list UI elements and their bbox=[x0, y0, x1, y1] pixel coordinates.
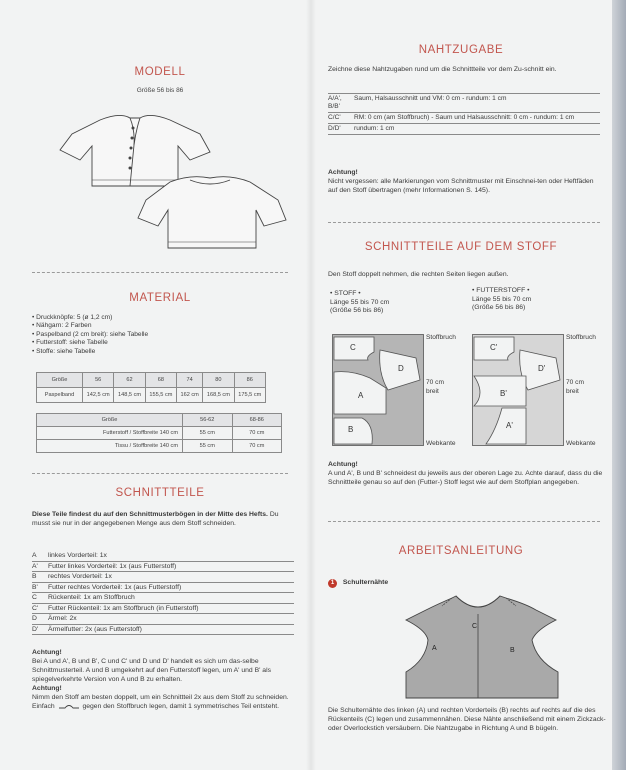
fold-label: Stoffbruch bbox=[566, 334, 596, 341]
nahtzugabe-achtung bbox=[328, 168, 600, 195]
list-item bbox=[32, 614, 294, 625]
piece-label: B bbox=[510, 647, 515, 654]
piece-label: C bbox=[350, 343, 356, 352]
schnittteile-heading: SCHNITTTEILE bbox=[115, 487, 205, 499]
fabric-length: Länge 55 bis 70 cm bbox=[330, 298, 390, 306]
table-cell: 168,5 cm bbox=[203, 388, 234, 403]
anleitung-heading: ARBEITSANLEITUNG bbox=[398, 545, 524, 557]
table-header-cell: 86 bbox=[234, 373, 265, 388]
fabric-title: • STOFF • bbox=[330, 290, 361, 297]
fabric-title: • FUTTERSTOFF • bbox=[472, 287, 530, 294]
item-text: rechtes Vorderteil: 1x bbox=[48, 573, 112, 580]
item-letter: C bbox=[32, 594, 37, 601]
table-cell: 175,5 cm bbox=[234, 388, 265, 403]
piece-label: A bbox=[432, 645, 437, 652]
achtung-text: Bei A und A', B und B', C und C' und D und D' handelt es sich um das-selbe Schnittmusterteil. A und B umgekehrt auf den Futterstoff legen, um A' und B' als spiegelverkehrte Version von A und B zu erhalten. bbox=[32, 658, 271, 683]
shoulder-seam-illustration bbox=[386, 590, 608, 700]
right-column bbox=[326, 0, 608, 770]
list-item bbox=[328, 113, 600, 124]
piece-label: A' bbox=[506, 421, 513, 430]
stoff-right-label bbox=[472, 287, 602, 313]
step-number-badge: 1 bbox=[328, 579, 337, 588]
page-fold bbox=[306, 0, 316, 770]
item-letter: A bbox=[32, 552, 37, 559]
list-item bbox=[328, 124, 600, 135]
item-text: Futter rechtes Vorderteil: 1x (aus Futterstoff) bbox=[48, 583, 182, 591]
list-item bbox=[328, 94, 600, 113]
item-letter: D bbox=[32, 615, 37, 622]
modell-heading: MODELL bbox=[134, 66, 186, 78]
jacket-illustration bbox=[50, 100, 290, 260]
fabric-size: (Größe 56 bis 86) bbox=[472, 304, 526, 311]
material-list bbox=[32, 314, 292, 356]
list-item bbox=[32, 562, 294, 573]
achtung-title: Achtung! bbox=[32, 649, 62, 656]
left-column bbox=[22, 0, 298, 770]
nahtzugabe-list bbox=[328, 93, 600, 135]
table-cell: 148,5 cm bbox=[114, 388, 145, 403]
item-letter: B bbox=[32, 573, 37, 580]
item-text: Ärmelfutter: 2x (aus Futterstoff) bbox=[48, 625, 142, 633]
table-cell: 155,5 cm bbox=[145, 388, 176, 403]
material-item: • Futterstoff: siehe Tabelle bbox=[32, 339, 292, 347]
divider bbox=[328, 222, 600, 223]
schnittteile-list bbox=[32, 551, 294, 635]
table-row-label: Paspelband bbox=[37, 388, 83, 403]
table-cell: 162 cm bbox=[177, 388, 203, 403]
table-cell: 70 cm bbox=[232, 440, 282, 453]
piece-label: C' bbox=[490, 343, 498, 352]
nahtzugabe-intro: Zeichne diese Nahtzugaben rund um die Schnittteile vor dem Zu-schnitt ein. bbox=[328, 66, 557, 73]
garment-shape bbox=[406, 596, 558, 698]
piece-label: B bbox=[348, 425, 354, 434]
nahtzugabe-heading: NAHTZUGABE bbox=[418, 44, 504, 56]
divider bbox=[32, 272, 288, 273]
fold-symbol-icon bbox=[57, 702, 81, 710]
material-item: • Stoffe: siehe Tabelle bbox=[32, 348, 292, 356]
material-item: • Druckknöpfe: 5 (ø 1,2 cm) bbox=[32, 314, 292, 322]
item-text: Futter linkes Vorderteil: 1x (aus Futterstoff) bbox=[48, 562, 177, 570]
achtung-text bbox=[32, 693, 296, 711]
stoff-left-label bbox=[330, 290, 460, 316]
step-text: Die Schulternähte des linken (A) und rechten Vorderteils (B) rechts auf rechts auf die des Rückenteils (C) legen und zusammennähen. Diese Nähte anschließend mit einem Zickzack- oder Overlockstich versäubern. Die Nahtzugabe in Richtung A und B bügeln. bbox=[328, 707, 606, 732]
fabric-table bbox=[36, 413, 282, 453]
material-item: • Paspelband (2 cm breit): siehe Tabelle bbox=[32, 331, 292, 339]
item-text: Rückenteil: 1x am Stoffbruch bbox=[48, 594, 135, 601]
list-item bbox=[32, 551, 294, 562]
fabric-size: (Größe 56 bis 86) bbox=[330, 307, 384, 314]
item-text: linkes Vorderteil: 1x bbox=[48, 552, 107, 559]
list-item bbox=[32, 572, 294, 583]
table-header-cell: 68-86 bbox=[232, 414, 282, 427]
item-letter: D' bbox=[32, 625, 39, 633]
schnittteile-intro bbox=[32, 510, 294, 528]
fold-label: Stoffbruch bbox=[426, 334, 456, 341]
achtung-text-part: gegen den Stoffbruch legen, damit 1 symmetrisches Teil entsteht. bbox=[82, 703, 280, 710]
stoff-achtung bbox=[328, 460, 608, 487]
table-cell: 142,5 cm bbox=[83, 388, 114, 403]
piece-label: A bbox=[358, 391, 364, 400]
material-heading: MATERIAL bbox=[129, 292, 191, 304]
item-letter: A/A', B/B' bbox=[328, 95, 342, 110]
width-label: 70 cm bbox=[566, 379, 584, 386]
item-text: RM: 0 cm (am Stoffbruch) - Saum und Halsausschnitt: 0 cm - rundum: 1 cm bbox=[354, 114, 575, 121]
piece-label: D bbox=[398, 364, 404, 373]
table-row-label: Tissu / Stoffbreite 140 cm bbox=[37, 440, 183, 453]
material-item: • Nähgarn: 2 Farben bbox=[32, 322, 292, 330]
table-cell: 55 cm bbox=[183, 440, 233, 453]
paspelband-table bbox=[36, 372, 266, 403]
item-text: rundum: 1 cm bbox=[354, 125, 395, 132]
piece-label: C bbox=[472, 623, 478, 630]
list-item bbox=[32, 593, 294, 604]
stoff-layout bbox=[332, 334, 424, 446]
schnittteile-achtung bbox=[32, 648, 296, 711]
achtung-title: Achtung! bbox=[32, 685, 62, 692]
achtung-title: Achtung! bbox=[328, 169, 358, 176]
item-text: Saum, Halsausschnitt und VM: 0 cm - rundum: 1 cm bbox=[354, 95, 507, 102]
stoff-heading: SCHNITTTEILE AUF DEM STOFF bbox=[364, 241, 558, 253]
divider bbox=[32, 473, 288, 474]
piece-label: D' bbox=[538, 364, 546, 373]
list-item bbox=[32, 625, 294, 636]
item-letter: A' bbox=[32, 562, 38, 570]
intro-rest: Du musst sie nur in der angegebenen Menge aus dem Stoff schneiden. bbox=[32, 511, 279, 527]
table-header-cell: 62 bbox=[114, 373, 145, 388]
table-header-cell: 56 bbox=[83, 373, 114, 388]
selvage-label: Webkante bbox=[426, 440, 456, 447]
futterstoff-layout bbox=[472, 334, 564, 446]
step-header bbox=[328, 578, 388, 588]
item-letter: D/D' bbox=[328, 125, 341, 132]
table-header-cell: Größe bbox=[37, 414, 183, 427]
achtung-text: A und A', B und B' schneidest du jeweils aus der oberen Lage zu. Achte darauf, dass du die Schnittteile genau so auf den (Futter-) Stoff legst wie auf dem Stoffplan angegeben. bbox=[328, 470, 603, 486]
page-edge bbox=[612, 0, 626, 770]
step-title: Schulternähte bbox=[342, 579, 389, 586]
width-label: 70 cm bbox=[426, 379, 444, 386]
achtung-title: Achtung! bbox=[328, 461, 358, 468]
table-header-cell: Größe bbox=[37, 373, 83, 388]
item-letter: C' bbox=[32, 604, 39, 612]
divider bbox=[328, 521, 600, 522]
fabric-length: Länge 55 bis 70 cm bbox=[472, 295, 532, 303]
stoff-intro: Den Stoff doppelt nehmen, die rechten Seiten liegen außen. bbox=[328, 271, 509, 278]
table-cell: 55 cm bbox=[183, 427, 233, 440]
piece-label: B' bbox=[500, 389, 507, 398]
achtung-text-part: Nimm den Stoff am besten doppelt, um ein Schnittteil 2x aus dem Stoff zu schneiden. Einfach bbox=[32, 694, 289, 710]
selvage-label: Webkante bbox=[566, 440, 596, 447]
item-text: Futter Rückenteil: 1x am Stoffbruch (in Futterstoff) bbox=[48, 604, 199, 612]
table-cell: 70 cm bbox=[232, 427, 282, 440]
table-header-cell: 74 bbox=[177, 373, 203, 388]
achtung-text: Nicht vergessen: alle Markierungen vom Schnittmuster mit Einschnei-ten oder Heftfäden auf den Stoff übertragen (mehr Informationen S. 145). bbox=[328, 178, 594, 194]
table-header-cell: 68 bbox=[145, 373, 176, 388]
width-label: breit bbox=[566, 388, 579, 395]
table-header-cell: 80 bbox=[203, 373, 234, 388]
list-item bbox=[32, 604, 294, 615]
item-text: Ärmel: 2x bbox=[48, 615, 77, 622]
width-label: breit bbox=[426, 388, 439, 395]
table-row-label: Futterstoff / Stoffbreite 140 cm bbox=[37, 427, 183, 440]
modell-sizes: Größe 56 bis 86 bbox=[136, 87, 184, 94]
list-item bbox=[32, 583, 294, 594]
intro-bold: Diese Teile findest du auf den Schnittmusterbögen in der Mitte des Hefts. bbox=[32, 511, 268, 518]
item-letter: C/C' bbox=[328, 114, 341, 121]
item-letter: B' bbox=[32, 583, 38, 591]
table-header-cell: 56-62 bbox=[183, 414, 233, 427]
